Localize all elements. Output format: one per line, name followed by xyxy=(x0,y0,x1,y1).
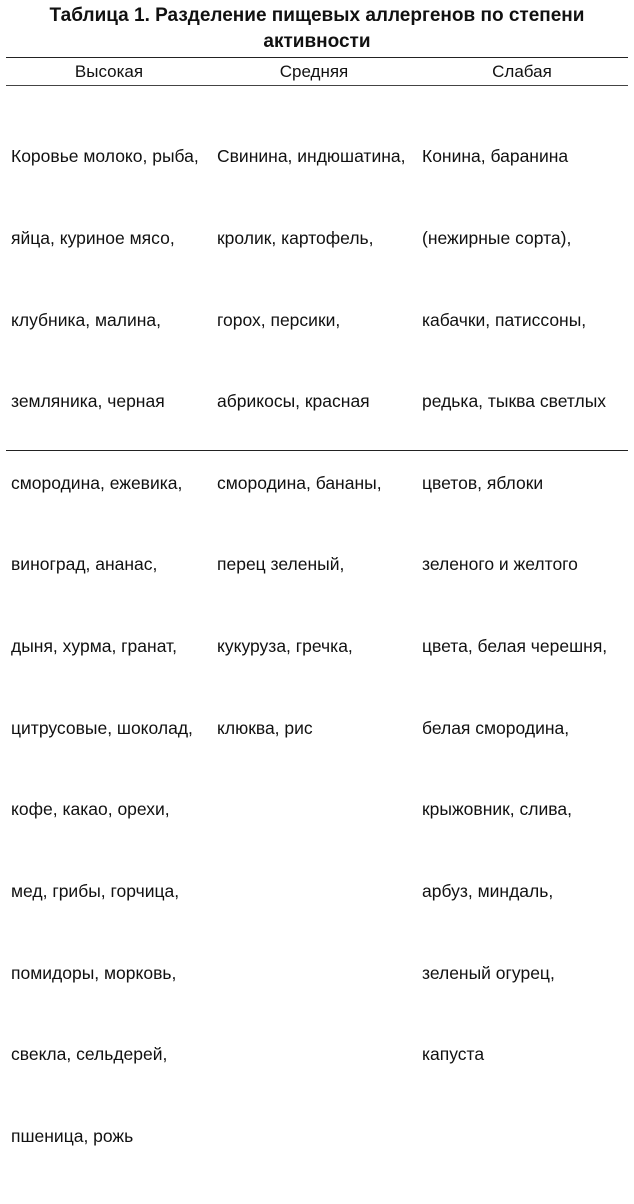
cell-line: Свинина, индюшатина, xyxy=(217,146,406,167)
cell-line: кукуруза, гречка, xyxy=(217,636,353,657)
cell-line: зеленый огурец, xyxy=(422,962,555,983)
cell-line: дыня, хурма, гранат, xyxy=(11,636,177,657)
cell-line: зеленого и желтого xyxy=(422,554,578,575)
header-low: Слабая xyxy=(492,62,552,81)
cell-line: (нежирные сорта), xyxy=(422,228,572,249)
header-high: Высокая xyxy=(74,62,144,81)
cell-line: земляника, черная xyxy=(11,391,165,412)
cell-line: кабачки, патиссоны, xyxy=(422,309,587,330)
cell-line: клюква, рис xyxy=(217,717,313,738)
table-title xyxy=(0,3,634,55)
cell-line: цветов, яблоки xyxy=(422,472,544,493)
cell-line: Конина, баранина xyxy=(422,146,569,167)
cell-line: мед, грибы, горчица, xyxy=(11,880,180,901)
column-medium xyxy=(217,89,405,796)
cell-line: цвета, белая черешня, xyxy=(422,636,608,657)
cell-line: смородина, бананы, xyxy=(217,472,382,493)
cell-line: Коровье молоко, рыба, xyxy=(11,146,199,167)
table-title-line-2: активности xyxy=(263,31,371,52)
cell-line: виноград, ананас, xyxy=(11,554,158,575)
table-title-line-1: Таблица 1. Разделение пищевых аллергенов по степени xyxy=(49,5,585,26)
column-low xyxy=(422,89,607,1123)
cell-line: абрикосы, красная xyxy=(217,391,370,412)
cell-line: белая смородина, xyxy=(422,717,570,738)
cell-line: помидоры, морковь, xyxy=(11,962,177,983)
cell-line: смородина, ежевика, xyxy=(11,472,183,493)
table-header-row xyxy=(6,58,628,86)
cell-line: арбуз, миндаль, xyxy=(422,880,554,901)
cell-line: яйца, куриное мясо, xyxy=(11,228,175,249)
cell-line: пшеница, рожь xyxy=(11,1125,134,1146)
allergen-table xyxy=(6,57,628,1146)
cell-line: крыжовник, слива, xyxy=(422,799,572,820)
header-medium: Средняя xyxy=(279,62,349,81)
cell-line: кролик, картофель, xyxy=(217,228,374,249)
cell-line: редька, тыква светлых xyxy=(422,391,607,412)
column-high xyxy=(11,89,199,1204)
cell-line: свекла, сельдерей, xyxy=(11,1044,168,1065)
cell-line: горох, персики, xyxy=(217,309,341,330)
cell-line: клубника, малина, xyxy=(11,309,161,330)
cell-line: перец зеленый, xyxy=(217,554,345,575)
cell-line: кофе, какао, орехи, xyxy=(11,799,170,820)
cell-line: цитрусовые, шоколад, xyxy=(11,717,193,738)
cell-line: капуста xyxy=(422,1044,485,1065)
